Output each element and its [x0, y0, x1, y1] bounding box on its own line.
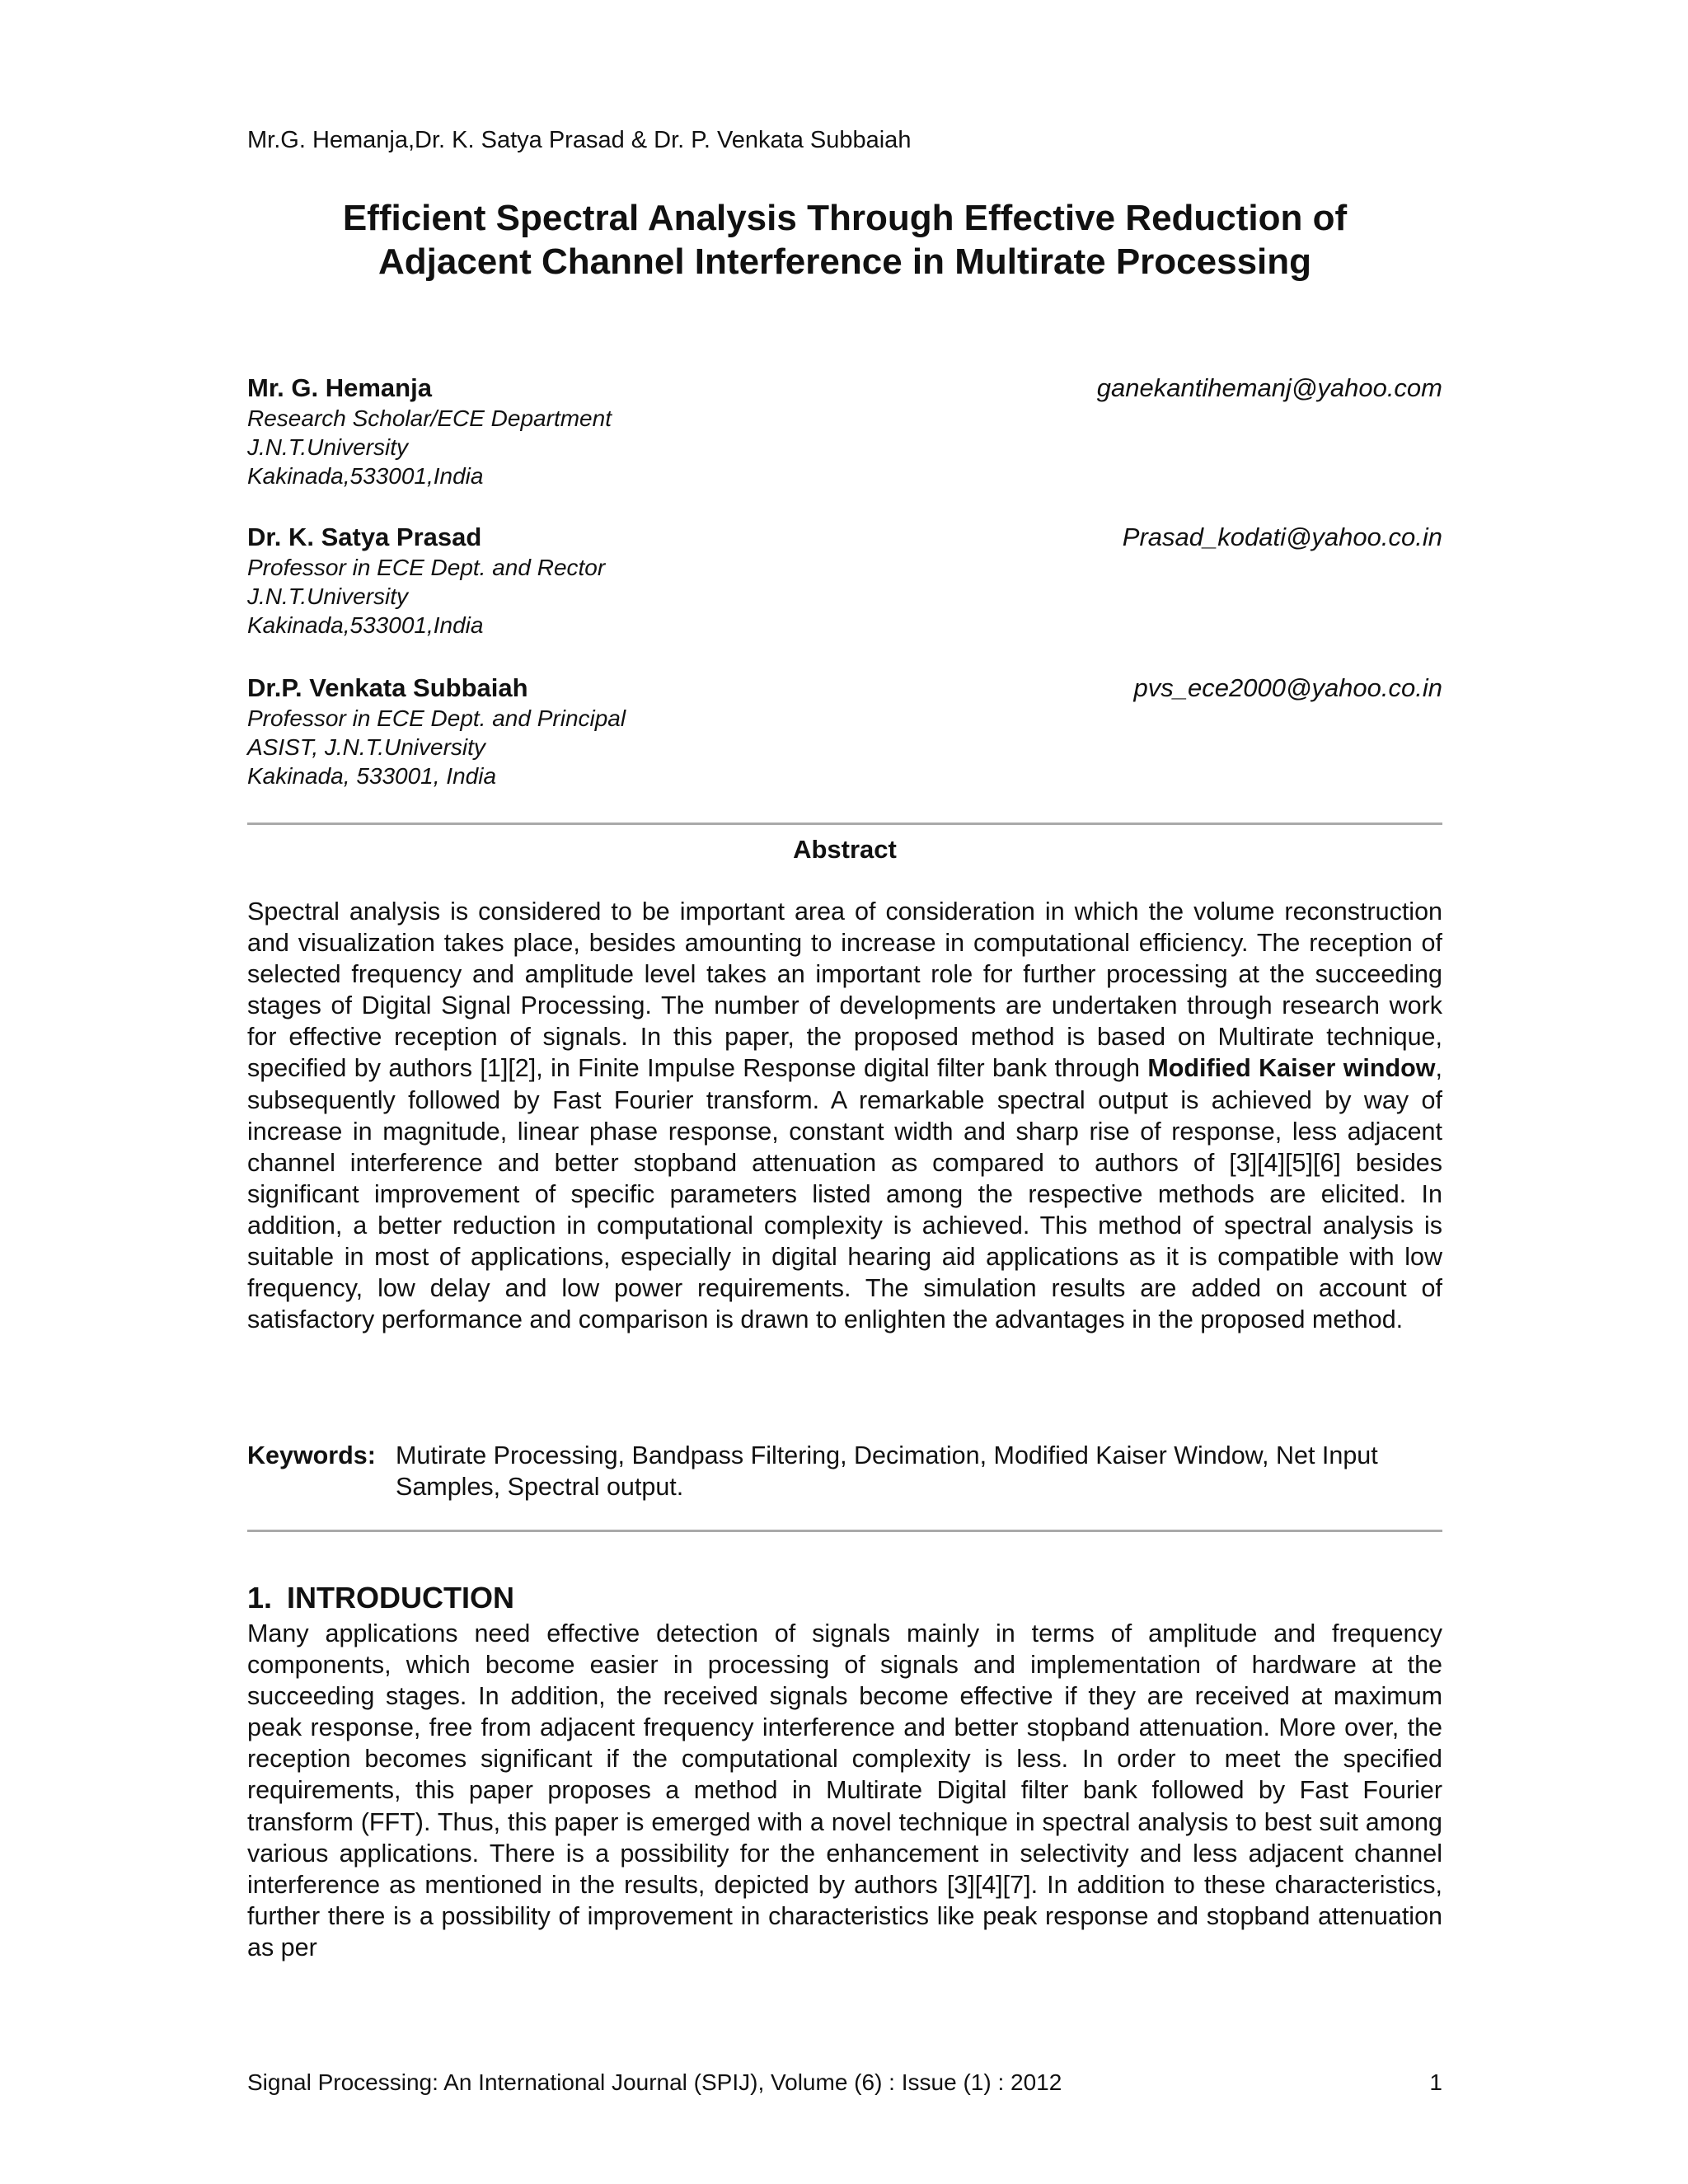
author-block-2: [247, 522, 1442, 640]
author-affiliation-line: Kakinada,533001,India: [247, 612, 484, 638]
author-name: Mr. G. Hemanja: [247, 373, 432, 402]
section-heading-introduction: [247, 1581, 514, 1615]
author-affiliation-line: J.N.T.University: [247, 434, 409, 460]
author-block-3: [247, 673, 1442, 790]
footer-journal: Signal Processing: An International Journal (SPIJ), Volume (6) : Issue (1) : 2012: [247, 2069, 1062, 2095]
abstract-paragraph: [247, 896, 1442, 1335]
author-affiliation-line: J.N.T.University: [247, 583, 409, 609]
horizontal-divider: [247, 1530, 1442, 1532]
keywords-label: Keywords:: [247, 1441, 376, 1469]
author-affiliation-line: Kakinada,533001,India: [247, 463, 484, 489]
running-head: Mr.G. Hemanja,Dr. K. Satya Prasad & Dr. P. Venkata Subbaiah: [247, 127, 912, 153]
author-email: pvs_ece2000@yahoo.co.in: [1133, 673, 1442, 702]
keywords-list: Mutirate Processing, Bandpass Filtering, Decimation, Modified Kaiser Window, Net Input Samples, Spectral output.: [396, 1441, 1378, 1501]
author-email: Prasad_kodati@yahoo.co.in: [1122, 523, 1442, 551]
page-number: 1: [1429, 2069, 1442, 2095]
abstract-heading: Abstract: [793, 835, 897, 864]
section-title: INTRODUCTION: [287, 1581, 515, 1615]
horizontal-divider: [247, 823, 1442, 825]
paper-title-line-1: Efficient Spectral Analysis Through Effective Reduction of: [342, 198, 1348, 238]
keywords-block: [247, 1440, 1442, 1502]
author-affiliation-line: Professor in ECE Dept. and Rector: [247, 555, 606, 580]
abstract-emphasis: Modified Kaiser window: [1147, 1054, 1436, 1083]
paper-page: [247, 0, 1442, 2184]
author-block-1: [247, 373, 1442, 490]
page-footer: [247, 2069, 1442, 2097]
paper-title: [247, 196, 1442, 284]
paper-title-line-2: Adjacent Channel Interference in Multirate Processing: [377, 241, 1312, 282]
author-affiliation-line: Kakinada, 533001, India: [247, 763, 497, 789]
author-name: Dr.P. Venkata Subbaiah: [247, 673, 528, 702]
author-affiliation-line: Research Scholar/ECE Department: [247, 405, 612, 431]
introduction-paragraph: Many applications need effective detection of signals mainly in terms of amplitude and frequency components, which become easier in processing of signals and implementation of hardware at the succeeding stages. In addition, the received signals become effective if they are received at maximum peak response, free from adjacent frequency interference and better stopband attenuation. More over, the reception becomes significant if the computational complexity is less. In order to meet the specified requirements, this paper proposes a method in Multirate Digital filter bank followed by Fast Fourier transform (FFT). Thus, this paper is emerged with a novel technique in spectral analysis to best suit among various applications. There is a possibility for the enhancement in selectivity and less adjacent channel interference as mentioned in the results, depicted by authors [3][4][7]. In addition to these characteristics, further there is a possibility of improvement in characteristics like peak response and stopband attenuation as per: [247, 1619, 1442, 1961]
abstract-text-part-1: Spectral analysis is considered to be important area of consideration in which the volume reconstruction and visualization takes place, besides amounting to increase in computational efficiency. The reception of selected frequency and amplitude level takes an important role for further processing at the succeeding stages of Digital Signal Processing. The number of developments are undertaken through research work for effective reception of signals. In this paper, the proposed method is based on Multirate technique, specified by authors [1][2], in Finite Impulse Response digital filter bank through: [247, 898, 1442, 1083]
abstract-text-part-2: , subsequently followed by Fast Fourier transform. A remarkable spectral output is achieved by way of increase in magnitude, linear phase response, constant width and sharp rise of response, less adjacent channel interference and better stopband attenuation as compared to authors of [3][4][5][6] besides significant improvement of specific parameters listed among the respective methods are elicited. In addition, a better reduction in computational complexity is achieved. This method of spectral analysis is suitable in most of applications, especially in digital hearing aid applications as it is compatible with low frequency, low delay and low power requirements. The simulation results are added on account of satisfactory performance and comparison is drawn to enlighten the advantages in the proposed method.: [247, 1054, 1442, 1334]
author-affiliation-line: Professor in ECE Dept. and Principal: [247, 705, 626, 731]
author-email: ganekantihemanj@yahoo.com: [1096, 373, 1442, 402]
author-affiliation-line: ASIST, J.N.T.University: [247, 734, 485, 760]
section-number: 1.: [247, 1581, 273, 1615]
author-name: Dr. K. Satya Prasad: [247, 523, 482, 551]
